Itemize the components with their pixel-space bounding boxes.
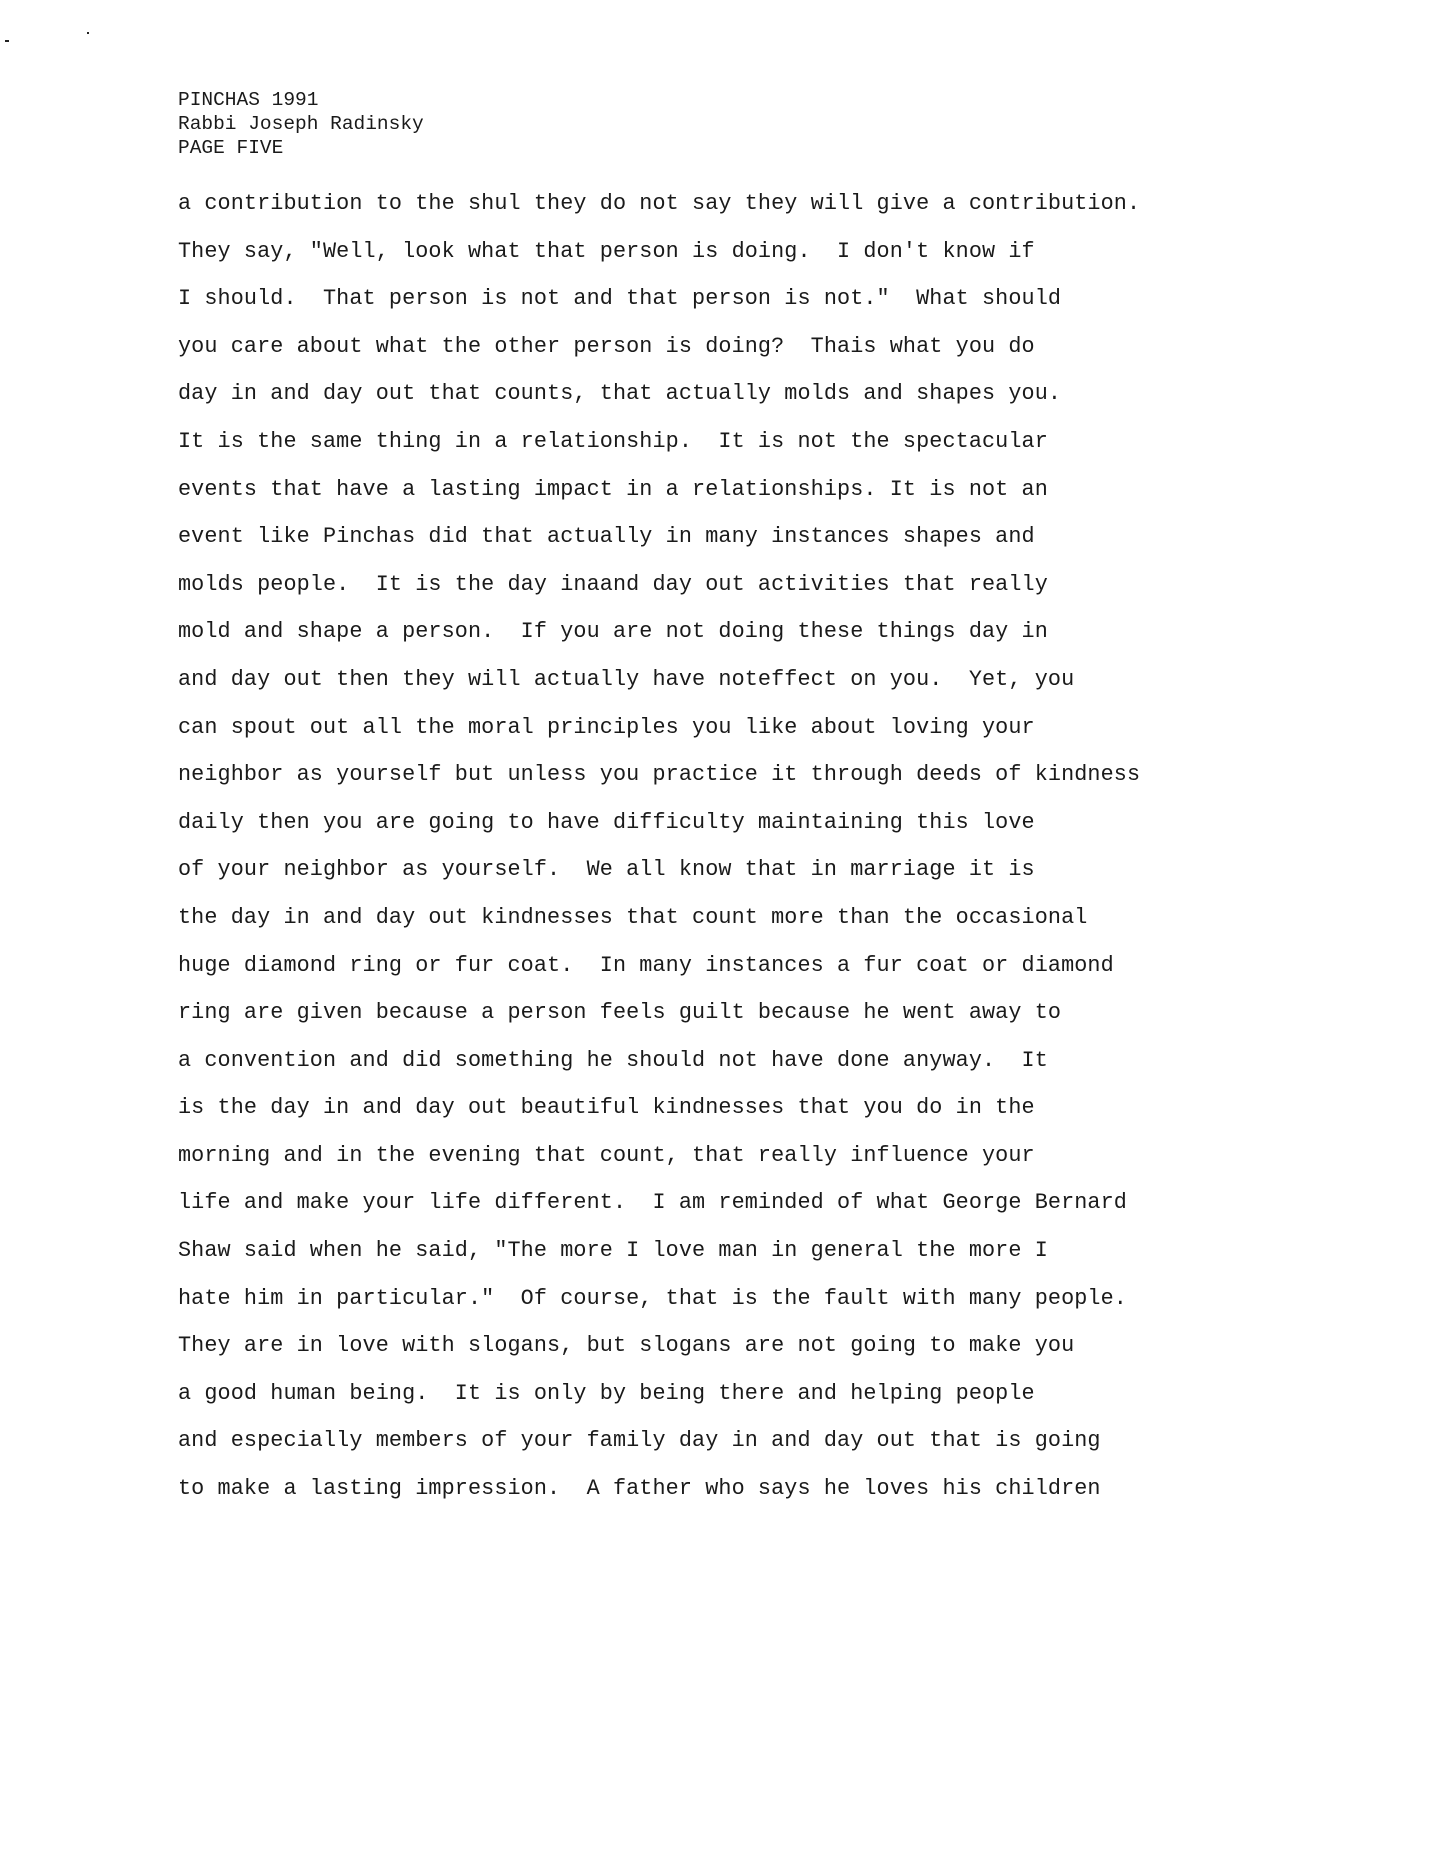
text-line: the day in and day out kindnesses that count more than the occasional [178, 904, 1088, 930]
text-line: life and make your life different. I am reminded of what George Bernard [178, 1190, 1127, 1216]
text-line: day in and day out that counts, that actually molds and shapes you. [178, 381, 1062, 407]
text-line: neighbor as yourself but unless you practice it through deeds of kindness [178, 762, 1141, 788]
text-line: Shaw said when he said, "The more I love man in general the more I [178, 1238, 1048, 1264]
document-body [178, 180, 1140, 1513]
text-line: and day out then they will actually have noteffect on you. Yet, you [178, 666, 1075, 692]
text-line: you care about what the other person is doing? Thais what you do [178, 333, 1035, 359]
text-line: morning and in the evening that count, that really influence your [178, 1142, 1035, 1168]
scan-speck [87, 32, 89, 34]
text-line: and especially members of your family day in and day out that is going [178, 1428, 1101, 1454]
document-header [178, 88, 424, 160]
text-line: a good human being. It is only by being there and helping people [178, 1380, 1035, 1406]
text-line: They are in love with slogans, but slogans are not going to make you [178, 1333, 1075, 1359]
text-line: a contribution to the shul they do not say they will give a contribution. [178, 191, 1141, 216]
text-line: hate him in particular." Of course, that is the fault with many people. [178, 1285, 1127, 1311]
page-label: PAGE FIVE [178, 137, 284, 159]
text-line: I should. That person is not and that person is not." What should [178, 286, 1062, 312]
text-line: to make a lasting impression. A father who says he loves his children [178, 1476, 1101, 1502]
text-line: of your neighbor as yourself. We all know that in marriage it is [178, 857, 1035, 883]
text-line: a convention and did something he should not have done anyway. It [178, 1047, 1048, 1073]
document-title: PINCHAS 1991 [178, 89, 319, 111]
document-author: Rabbi Joseph Radinsky [178, 113, 424, 135]
text-line: huge diamond ring or fur coat. In many instances a fur coat or diamond [178, 952, 1114, 978]
scan-speck [5, 40, 9, 42]
text-line: molds people. It is the day inaand day out activities that really [178, 571, 1048, 597]
text-line: is the day in and day out beautiful kindnesses that you do in the [178, 1095, 1035, 1121]
text-line: ring are given because a person feels guilt because he went away to [178, 1000, 1062, 1026]
text-line: events that have a lasting impact in a relationships. It is not an [178, 476, 1048, 502]
text-line: can spout out all the moral principles you like about loving your [178, 714, 1035, 740]
text-line: It is the same thing in a relationship. It is not the spectacular [178, 428, 1048, 454]
text-line: They say, "Well, look what that person is doing. I don't know if [178, 238, 1035, 264]
text-line: event like Pinchas did that actually in many instances shapes and [178, 524, 1035, 550]
text-line: mold and shape a person. If you are not doing these things day in [178, 619, 1048, 645]
text-line: daily then you are going to have difficulty maintaining this love [178, 809, 1035, 835]
